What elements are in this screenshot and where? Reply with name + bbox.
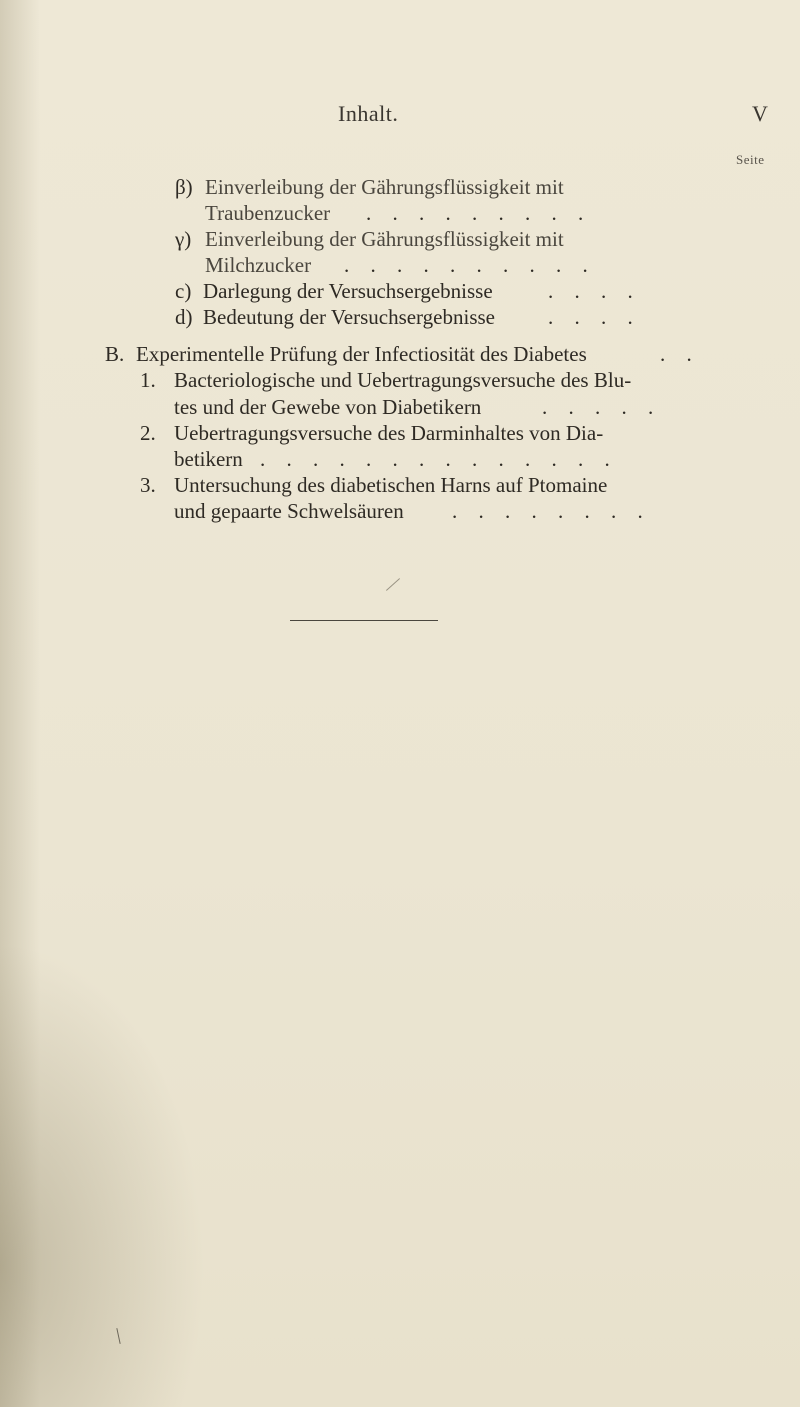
page-column-heading: Seite — [736, 152, 765, 167]
toc-entry-title: Bacteriologische und Uebertragungsversuche des Blu- — [174, 368, 632, 392]
toc-entry-title-continued: und gepaarte Schwelsäuren — [174, 499, 404, 523]
toc-entry-title-continued: betikern — [174, 447, 243, 471]
toc-entry-title: Einverleibung der Gährungsflüssigkeit mit — [205, 175, 564, 199]
toc-entry-marker: c) — [175, 279, 192, 303]
toc-entry-marker: 1. — [140, 368, 156, 392]
toc-entry-title: Uebertragungsversuche des Darminhaltes von Dia- — [174, 421, 604, 445]
toc-entry-title-continued: Traubenzucker — [205, 201, 331, 225]
running-header-page-number: V — [752, 101, 768, 126]
stray-pencil-mark — [116, 1328, 120, 1344]
toc-entry-leader: . . . . . . . . . . . . . . — [260, 447, 618, 471]
stray-pencil-mark — [386, 578, 400, 591]
toc-entry-leader: . . . . . — [542, 395, 662, 419]
toc-entry-title-continued: Milchzucker — [205, 253, 312, 277]
toc-entry-leader: . . . . . . . . . . — [344, 253, 596, 277]
toc-section-marker: B. — [105, 342, 125, 366]
toc-entry-title: Untersuchung des diabetischen Harns auf Ptomaine — [174, 473, 608, 497]
toc-entry-leader: . . . . . . . . — [452, 499, 651, 523]
toc-entry-title: Bedeutung der Versuchsergebnisse — [203, 305, 495, 329]
toc-entry-marker: γ) — [175, 227, 192, 251]
toc-entry-marker: β) — [175, 175, 193, 199]
toc-entry-leader: . . . . — [548, 279, 641, 303]
toc-section-title: Experimentelle Prüfung der Infectiosität des Diabetes — [136, 342, 587, 366]
toc-entry-title-continued: tes und der Gewebe von Diabetikern — [174, 395, 482, 419]
section-divider-rule — [290, 620, 438, 621]
toc-entry-title: Darlegung der Versuchsergebnisse — [203, 279, 493, 303]
toc-entry-title: Einverleibung der Gährungsflüssigkeit mit — [205, 227, 564, 251]
toc-entry-leader: . . . . — [548, 305, 641, 329]
running-header-title: Inhalt. — [338, 101, 399, 126]
toc-entry-leader: . . — [660, 342, 700, 366]
toc-entry-marker: 3. — [140, 473, 156, 497]
toc-entry-marker: d) — [175, 305, 193, 329]
toc-entry-marker: 2. — [140, 421, 156, 445]
toc-entry-leader: . . . . . . . . . — [366, 201, 592, 225]
